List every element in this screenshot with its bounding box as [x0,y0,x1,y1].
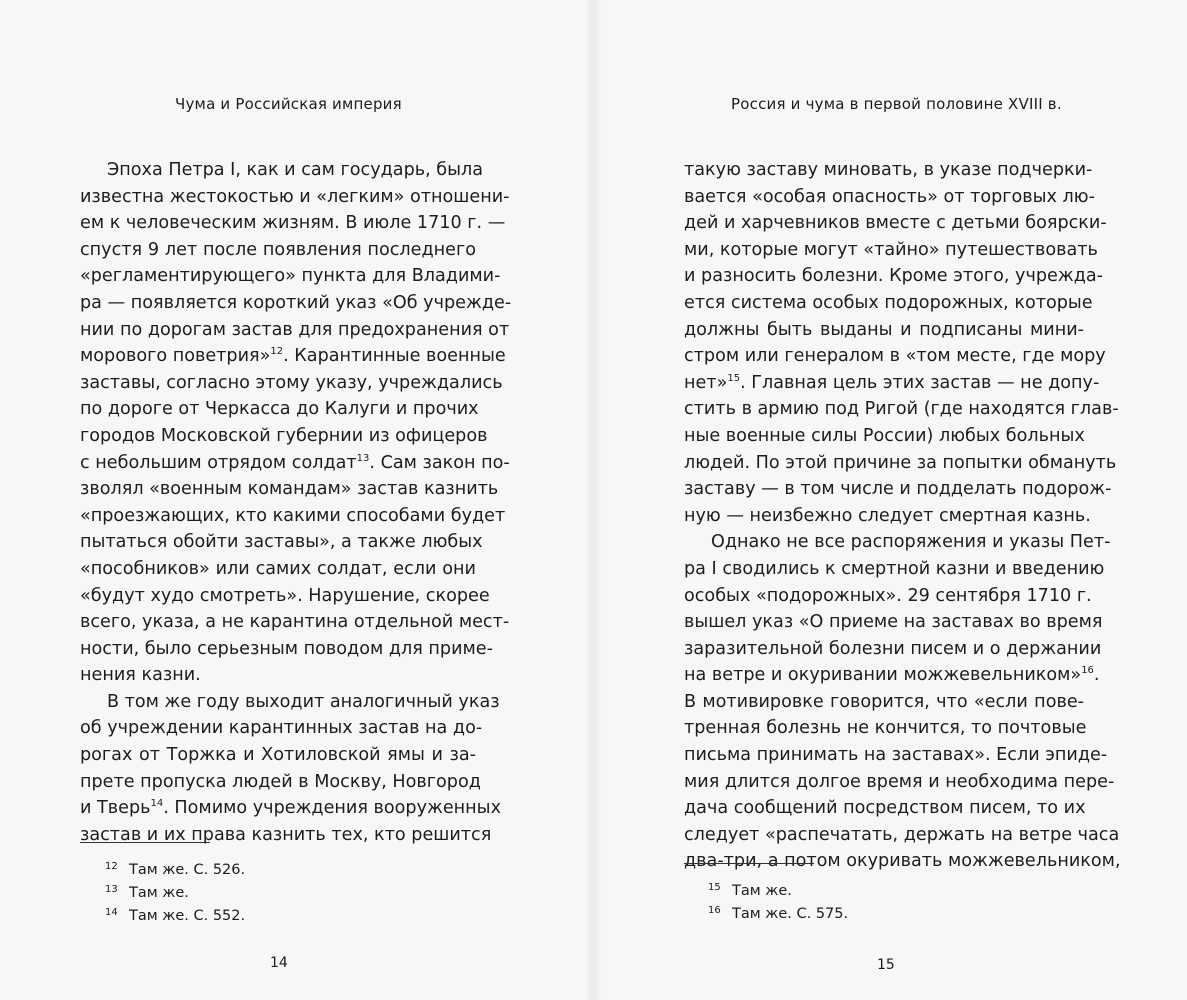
text-line [684,662,1100,689]
footnotes [105,857,245,926]
line-text: Однако не все распоряжения и указы Пет- [711,532,1111,553]
footnote-number: 14 [105,907,118,918]
line-text-continued: . Карантинные военные [283,346,506,367]
text-line [684,476,1112,503]
line-text: с небольшим отрядом солдат [80,452,357,473]
text-line [684,237,1098,264]
line-text: В мотивировке говорится, что «если пове- [684,691,1084,712]
line-text: два-три, а потом окуривать можжевельником, [684,851,1121,872]
line-text: ные военные силы России) любых больных [684,425,1085,446]
text-line [80,556,476,583]
footnote [105,903,245,926]
line-text: Эпоха Петра I, как и сам государь, была [107,160,484,180]
line-text: «будут худо смотреть». Нарушение, скорее [80,585,490,606]
body-text [684,157,1121,875]
text-line [80,317,510,344]
line-text-continued: . [1093,665,1100,686]
text-line [80,423,488,450]
text-line [684,769,1115,796]
line-text: пытаться обойти заставы», а также любых [80,532,483,553]
line-text: «пособников» или самих солдат, если они [80,558,476,579]
footnote-divider [684,863,814,864]
line-text: письма принимать на заставах». Если эпиде- [684,745,1108,766]
line-text: ную — неизбежно следует смертная казнь. [684,505,1091,526]
footnote-ref[interactable]: 16 [1081,665,1094,677]
line-text: заставу — в том числе и подделать подорож- [684,479,1112,500]
text-line [684,822,1120,849]
line-text: мия длится долгое время и необходима пере- [684,771,1115,792]
line-text-continued: . Помимо учреждения вооруженных [163,798,501,819]
text-line [80,689,500,716]
text-line [80,636,493,663]
text-line [80,503,506,530]
line-text: «регламентирующего» пункта для Владими- [80,266,501,287]
text-line [684,689,1084,716]
text-line [684,396,1119,423]
text-line [684,636,1102,663]
line-text: В том же году выходит аналогичный указ [107,691,500,712]
text-line [684,503,1091,530]
line-text: и Тверь [80,798,151,819]
line-text: ется система особых подорожных, которые [684,292,1093,313]
line-text: спустя 9 лет после появления последнего [80,239,476,260]
footnote-number: 16 [708,905,721,916]
line-text: морового поветрия» [80,346,271,367]
line-text: нет» [684,372,728,393]
text-line [80,476,499,503]
line-text: ем к человеческим жизням. В июле 1710 г. — [80,213,506,234]
text-line [80,343,506,370]
line-text: рогах от Торжка и Хотиловской ямы и за- [80,745,476,766]
line-text: известна жестокостью и «легким» отношени- [80,186,510,207]
line-text: нии по дорогам застав для предохранения от [80,319,510,340]
right-page [594,0,1187,1000]
footnote-ref[interactable]: 12 [270,346,284,358]
body-text [80,157,512,848]
line-text: тренная болезнь не кончится, то почтовые [684,718,1087,739]
text-line [684,529,1111,556]
footnote-text: Там же. С. 575. [732,906,849,922]
text-line [684,290,1093,317]
text-line [684,450,1117,477]
footnote [105,880,245,903]
line-text: городов Московской губернии из офицеров [80,425,488,446]
footnote-text: Там же. [732,883,792,899]
footnote-divider [80,842,210,843]
footnote-number: 12 [105,861,118,872]
line-text: по дороге от Черкасса до Калуги и прочих [80,399,479,420]
line-text: вышел указ «О приеме на заставах во время [684,612,1103,633]
text-line [80,715,483,742]
line-text: ности, было серьезным поводом для приме- [80,638,493,659]
line-text: особых «подорожных». 29 сентября 1710 г. [684,585,1092,606]
text-line [80,237,476,264]
text-line [80,609,510,636]
text-line [80,450,510,477]
footnotes [708,878,848,924]
page-number: 15 [877,957,895,973]
running-header: Россия и чума в первой половине XVIII в. [731,95,1062,113]
line-text: такую заставу миновать, в указе подчерки- [684,160,1093,180]
text-line [80,290,512,317]
text-line [80,742,476,769]
footnote-number: 13 [105,884,118,895]
line-text: на ветре и окуривании можжевельником» [684,665,1082,686]
footnote-text: Там же. [129,885,189,901]
text-line [80,795,501,822]
footnote-ref[interactable]: 15 [727,372,741,384]
page-number: 14 [270,955,288,971]
line-text: ра I сводились к смертной казни и введению [684,558,1105,579]
text-line [80,662,476,689]
line-text: следует «распечатать, держать на ветре часа [684,824,1120,845]
text-line [80,263,501,290]
text-line [684,423,1084,450]
line-text: должны быть выданы и подписаны мини- [684,319,1084,340]
line-text: стить в армию под Ригой (где находятся глав- [684,399,1119,420]
text-line [80,157,484,184]
footnote-number: 15 [708,882,721,893]
line-text: дей и харчевников вместе с детьми боярски- [684,213,1107,234]
line-text: вается «особая опасность» от торговых лю- [684,186,1095,207]
footnote [708,901,848,924]
text-line [80,184,510,211]
footnote-ref[interactable]: 14 [150,798,164,810]
line-text-continued: . Главная цель этих застав — не допу- [740,372,1100,393]
line-text-continued: . Сам закон по- [369,452,510,473]
text-line [80,769,481,796]
line-text: ра — появляется короткий указ «Об учрежде- [80,292,512,313]
line-text: всего, указа, а не карантина отдельной мест- [80,612,510,633]
text-line [80,822,492,849]
line-text: прете пропуска людей в Москву, Новгород [80,771,481,792]
text-line [684,157,1093,184]
footnote-text: Там же. С. 526. [129,862,246,878]
line-text: ми, которые могут «тайно» путешествовать [684,239,1098,260]
text-line [684,583,1092,610]
line-text: об учреждении карантинных застав на до- [80,718,483,739]
text-line [684,556,1105,583]
text-line [80,396,479,423]
text-line [684,317,1084,344]
text-line [684,370,1100,397]
text-line [684,795,1084,822]
line-text: и разносить болезни. Кроме этого, учрежда- [684,266,1103,287]
footnote-text: Там же. С. 552. [129,908,246,924]
line-text: заразительной болезни писем и о держании [684,638,1102,659]
text-line [80,370,503,397]
line-text: застав и их права казнить тех, кто решится [80,824,492,845]
running-header: Чума и Российская империя [175,95,402,113]
line-text: стром или генералом в «том месте, где мору [684,346,1106,367]
footnote [105,857,245,880]
text-line [684,715,1087,742]
text-line [80,529,483,556]
text-line [80,583,490,610]
text-line [684,848,1121,875]
line-text: зволял «военным командам» застав казнить [80,479,499,500]
line-text: заставы, согласно этому указу, учреждались [80,372,503,393]
line-text: нения казни. [80,665,201,686]
text-line [684,609,1103,636]
footnote-ref[interactable]: 13 [356,452,370,464]
line-text: людей. По этой причине за попытки обмануть [684,452,1117,473]
line-text: «проезжающих, кто какими способами будет [80,505,506,526]
line-text: дача сообщений посредством писем, то их [684,798,1086,819]
text-line [684,742,1108,769]
text-line [684,210,1107,237]
text-line [684,184,1095,211]
footnote [708,878,848,901]
text-line [80,210,506,237]
text-line [684,343,1106,370]
text-line [684,263,1103,290]
